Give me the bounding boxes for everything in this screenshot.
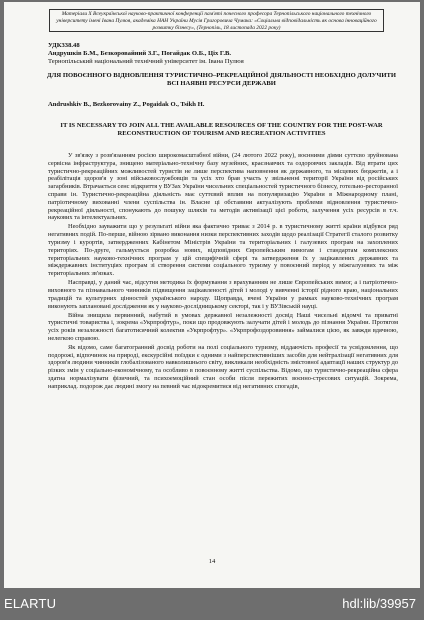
title-english: IT IS NECESSARY TO JOIN ALL THE AVAILABLE RESOURCES OF THE COUNTRY FOR THE POST-WAR RECONSTRUCTION OF TOURISM AND RECREATION ACTIVITIES	[60, 122, 383, 137]
authors-english: Andrushkiv B., Bezkorovainy Z., Pogaidak O., Tsikh H.	[48, 101, 205, 108]
body-paragraph: Необхідно зауважити що у результаті війни яка фактично триває з 2014 р. в туристичному житті країни відбувся ряд негативних подій. По-перше, війною зірвано виконання низки перспективних заходів щодо реалізації Стратегії сталого розвитку туризму і курортів, затвердженних Кабінетом Міністрів України та територіальних і галузевих програм на захоплених територіях. По-друге, гальмується розробка нових, відповідних Європейським вимогам і стандартам комплексних територіальних науково-технічних програм у цій специфічній сфері та затвердження їх у зацікавлених державних та міждержавних інституціях програм зі створення системи соціального туризму у повоєнний період у міжгалузевих та між територіальних зв'язках.	[48, 223, 398, 278]
repository-label[interactable]: ELARTU	[4, 596, 57, 611]
body-paragraph: Війна знищила первинний, набутий в умовах державної незалежності досвід Наші чисельні відомчі та приватні туристичні товариства і, зокрема «Укрпрофтур», поки що продовжують залучати дітей і молодь до пізнання України. Протягом усіх років незалежності багатотисячний колектив «Укрпрофтур». «Укрпрофоздоровиння» займалися цією, як завжди вдячною, нелегкою справою.	[48, 311, 398, 342]
viewer-footer	[0, 588, 424, 620]
body-paragraph: Як відомо, саме багатогранний досвід роботи на полі соціального туризму, віддаючість професії та усвідомлення, що подорожі, відпочинок на природі, екскурсійні поїздки є одними з найперспективніших засобів для нейтралізації негативних для здоров'я людини чинників глобалізованого навколишнього світу, викликали необхідність змістовної адаптації наших структур до різких змін у соціально-економічному, та особливо в повоєнному житті суспільства. Відомо, що туристично-рекреаційна сфера здатна нормалізувати фізичний, та психоемоційний стан особи після пережитих воєнно-стресових ситуацій. Зокрема, наприклад. подорож дає людині змогу на певний час відокремитися від негативних спогадів,	[48, 343, 398, 390]
body-paragraph: Насправді, у даний час, відсутня методика їх формування з врахуванням не лише Європейських вимог, а і патріотично-виховного та пізнавального чинників підвищення зацікавленості дітей і молоді у вивченні історії рідного краю, національних традицій та культурних цінностей українського народу. Щоправда, вчені України у рамках науково-технічних програм виконують заплановані дослідження як у науково-дослідницькому секторі, так і у ВУЗівській науці.	[48, 279, 398, 310]
title-ukrainian: ДЛЯ ПОВОЄННОГО ВІДНОВЛЕННЯ ТУРИСТИЧНО–РЕКРЕАЦІЙНОЇ ДІЯЛЬНОСТІ НЕОБХІДНО ДОЛУЧИТИ ВСІ НАЯВНІ РЕСУРСИ ДЕРЖАВИ	[46, 72, 396, 87]
authors-ukrainian: Андрушків Б.М., Безкоровайний З.Г., Погайдак О.Б., Ціх Г.В.	[48, 50, 232, 57]
affiliation: Тернопільський національний технічний університет ім. Івана Пулюя	[48, 58, 244, 65]
udk-code: УДК338.48	[48, 42, 80, 49]
conference-header: Матеріали Х Всеукраїнської науково-практичної конференції пам'яті почесного професора Тернопільського національного технічного університету імені Івана Пулюя, академіка НАН України Мусія Григоровича Чумака: «Соціальна відповідальність як основа інноваційного розвитку бізнесу», (Тернопіль, 18 листопада 2022 року)	[49, 9, 384, 32]
handle-link[interactable]: hdl:lib/39957	[342, 596, 416, 611]
page-number: 14	[208, 558, 216, 565]
document-page	[4, 2, 420, 588]
article-body	[48, 152, 398, 392]
body-paragraph: У зв'язку з розв'язанням росією широкомасштабної війни, (24 лютого 2022 року), воєнними діями суттєво зруйнована сервісна інфраструктура, знищено матеріально-технічну базу музейних, краєзнавчих та оздоровчих закладів. Від втрати цих туристично-рекреаційних можливостей туристів не лише перспектива наповнення як державного, та місцевих бюджетів, а і реабілітація здоров'я у зоні військовослужбовців та усіх хто брав участь у звільненні території України від російських загарбників. Втрачається сенс відкриття у ВУЗах України чисельних спеціальностей туристичного бізнесу, готельно-ресторанної справи ін. Туристично-рекреаційна діяльність має суттєвий вплив на популяризацію України в Міжнародному плані, патріотичному вихованні члени суспільства ін. Власне ці обставини актуалізують проблеми відновлення туристично-рекреаційної діяльності, спонукають до пошуку шляхів та методів активізації цієї роботи, залучення усіх ресурсів в т.ч. наукових та інтелектуальних.	[48, 152, 398, 222]
